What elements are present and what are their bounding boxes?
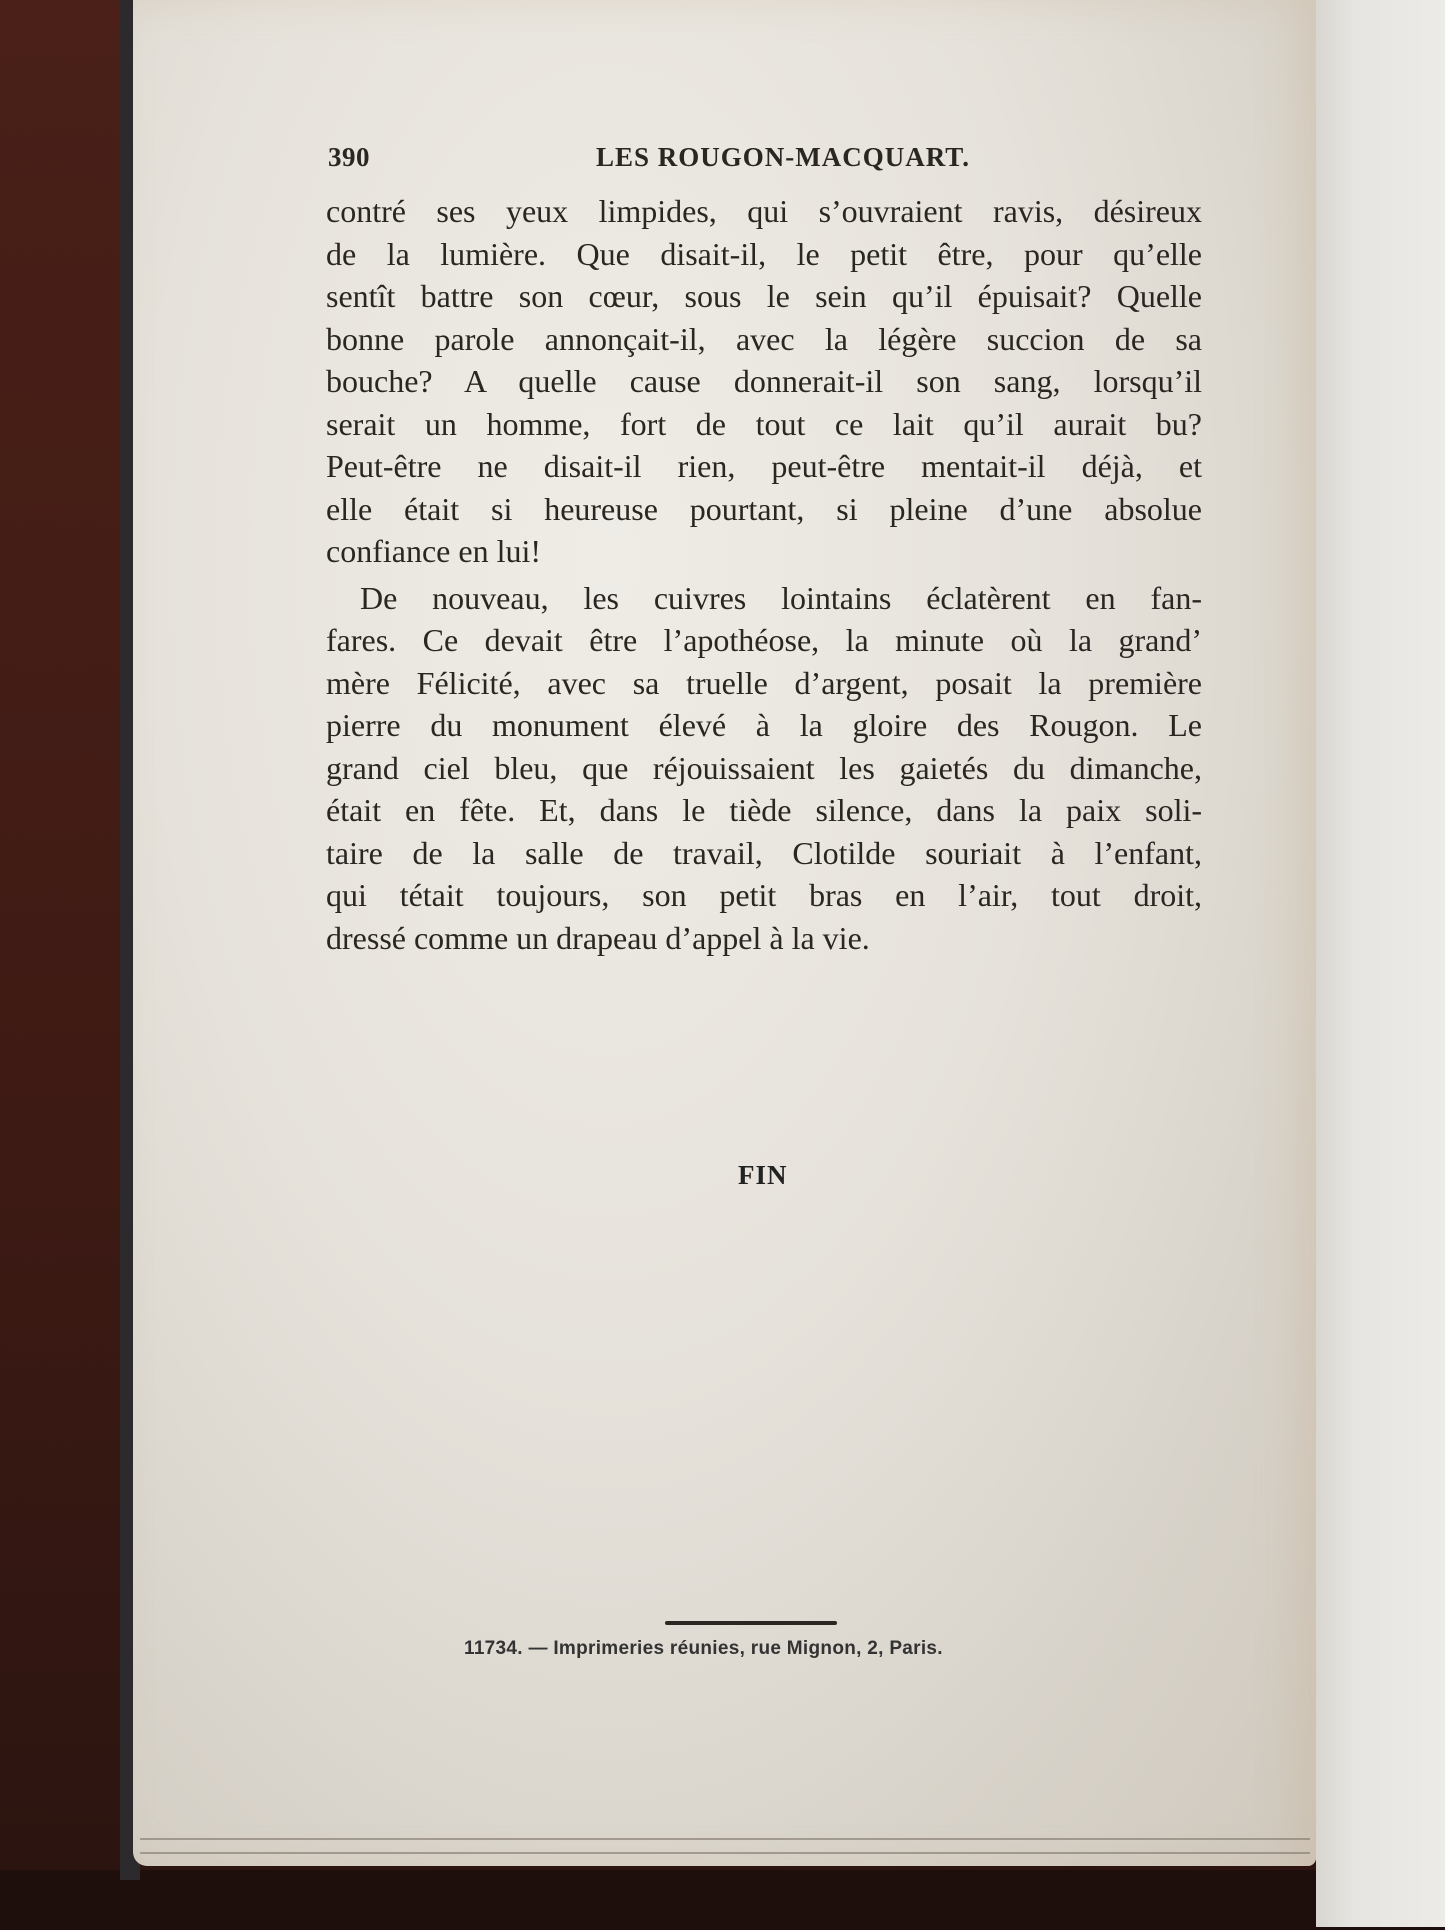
- text-line: contré ses yeux limpides, qui s’ouvraient ravis, désireux: [326, 193, 1202, 229]
- printer-colophon: 11734. — Imprimeries réunies, rue Mignon, 2, Paris.: [464, 1638, 943, 1659]
- text-line: elle était si heureuse pourtant, si pleine d’une absolue: [326, 490, 1202, 527]
- page-edge-line: [140, 1838, 1310, 1840]
- paragraph: [326, 577, 1202, 960]
- page-number: 390: [328, 142, 370, 172]
- text-line: qui tétait toujours, son petit bras en l’air, tout droit,: [326, 877, 1202, 913]
- text-line: bonne parole annonçait-il, avec la légère succion de sa: [326, 320, 1202, 357]
- facing-page: [1316, 0, 1445, 1927]
- page-text-block: [326, 138, 1202, 959]
- text-line: pierre du monument élevé à la gloire des Rougon. Le: [326, 707, 1202, 743]
- desk-shadow: [0, 1870, 1445, 1930]
- text-line: Peut-être ne disait-il rien, peut-être mentait-il déjà, et: [326, 448, 1202, 484]
- running-title: LES ROUGON-MACQUART.: [596, 142, 971, 172]
- text-line: sentît battre son cœur, sous le sein qu’il épuisait? Quelle: [326, 278, 1202, 314]
- colophon-rule: [665, 1621, 837, 1625]
- fin-marker: FIN: [738, 1160, 788, 1190]
- text-line: grand ciel bleu, que réjouissaient les gaietés du dimanche,: [326, 749, 1202, 786]
- running-head: [326, 138, 1202, 174]
- text-line: de la lumière. Que disait-il, le petit être, pour qu’elle: [326, 235, 1202, 272]
- text-line: taire de la salle de travail, Clotilde souriait à l’enfant,: [326, 834, 1202, 871]
- page-edge-line: [140, 1852, 1310, 1854]
- text-line: dressé comme un drapeau d’appel à la vie.: [326, 919, 870, 956]
- text-line: fares. Ce devait être l’apothéose, la minute où la grand’: [326, 622, 1202, 658]
- paragraph: [326, 190, 1202, 573]
- text-line: De nouveau, les cuivres lointains éclatèrent en fan-: [360, 579, 1202, 616]
- text-line: confiance en lui!: [326, 533, 541, 569]
- text-line: bouche? A quelle cause donnerait-il son sang, lorsqu’il: [326, 363, 1202, 399]
- text-line: mère Félicité, avec sa truelle d’argent, posait la première: [326, 664, 1202, 701]
- text-line: était en fête. Et, dans le tiède silence, dans la paix soli-: [326, 792, 1202, 828]
- text-line: serait un homme, fort de tout ce lait qu’il aurait bu?: [326, 405, 1202, 442]
